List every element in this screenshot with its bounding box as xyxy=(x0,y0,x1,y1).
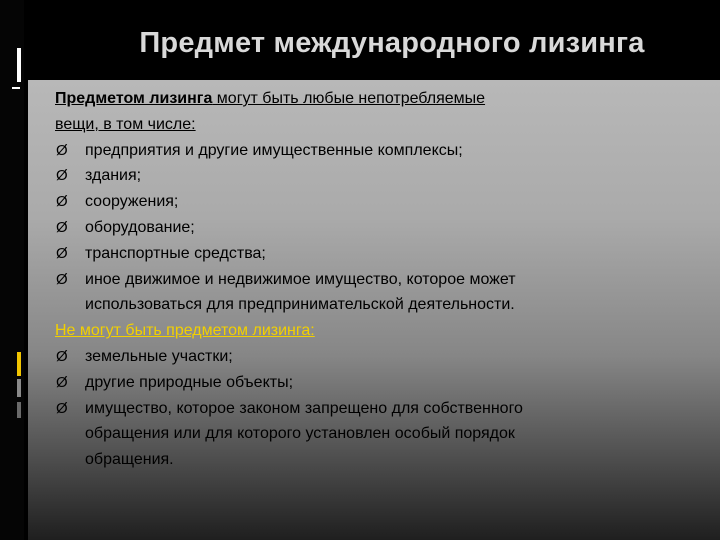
list-item-text: земельные участки; xyxy=(85,347,233,365)
arrow-bullet-icon: Ø xyxy=(56,141,68,159)
list-item-text: иное движимое и недвижимое имущество, которое может xyxy=(85,270,516,288)
intro-bold: Предметом лизинга xyxy=(55,90,213,107)
list-item-text: другие природные объекты; xyxy=(85,373,294,391)
list-item-text: оборудование; xyxy=(85,218,195,236)
intro-rest: могут быть любые непотребляемые xyxy=(212,90,486,107)
list-item xyxy=(55,396,655,473)
list-item-text: обращения или для которого установлен особый порядок xyxy=(85,425,515,443)
list-item xyxy=(55,344,655,370)
list-item-text: обращения. xyxy=(85,451,174,469)
decor-line xyxy=(12,87,20,89)
arrow-bullet-icon: Ø xyxy=(56,270,68,288)
allowed-list xyxy=(55,138,655,319)
list-item xyxy=(55,189,655,215)
intro-line-2 xyxy=(55,112,655,138)
slide-title: Предмет международного лизинга xyxy=(139,27,645,59)
list-item-text: сооружения; xyxy=(85,193,179,211)
list-item xyxy=(55,370,655,396)
list-item xyxy=(55,215,655,241)
excluded-list xyxy=(55,344,655,473)
excluded-header xyxy=(55,318,655,344)
left-decor-bar xyxy=(0,0,24,540)
slide-body xyxy=(55,86,655,473)
list-item-text: имущество, которое законом запрещено для собственного xyxy=(85,399,523,417)
list-item xyxy=(55,267,655,319)
list-item xyxy=(55,163,655,189)
arrow-bullet-icon: Ø xyxy=(56,218,68,236)
title-bar xyxy=(24,0,720,88)
excluded-header-text: Не могут быть предметом лизинга: xyxy=(55,322,315,340)
decor-line xyxy=(17,402,21,418)
list-item xyxy=(55,241,655,267)
arrow-bullet-icon: Ø xyxy=(56,167,68,185)
intro-line xyxy=(55,86,655,112)
arrow-bullet-icon: Ø xyxy=(56,373,68,391)
arrow-bullet-icon: Ø xyxy=(56,347,68,365)
list-item-text: здания; xyxy=(85,167,142,185)
list-item-text: транспортные средства; xyxy=(85,244,266,262)
list-item-text: предприятия и другие имущественные комплексы; xyxy=(85,141,463,159)
arrow-bullet-icon: Ø xyxy=(56,193,68,211)
decor-line xyxy=(17,379,21,397)
decor-line xyxy=(17,48,21,82)
arrow-bullet-icon: Ø xyxy=(56,399,68,417)
arrow-bullet-icon: Ø xyxy=(56,244,68,262)
decor-accent-line xyxy=(17,352,21,376)
intro-line-2-text: вещи, в том числе: xyxy=(55,115,196,133)
list-item xyxy=(55,138,655,164)
list-item-text: использоваться для предпринимательской деятельности. xyxy=(85,296,515,314)
